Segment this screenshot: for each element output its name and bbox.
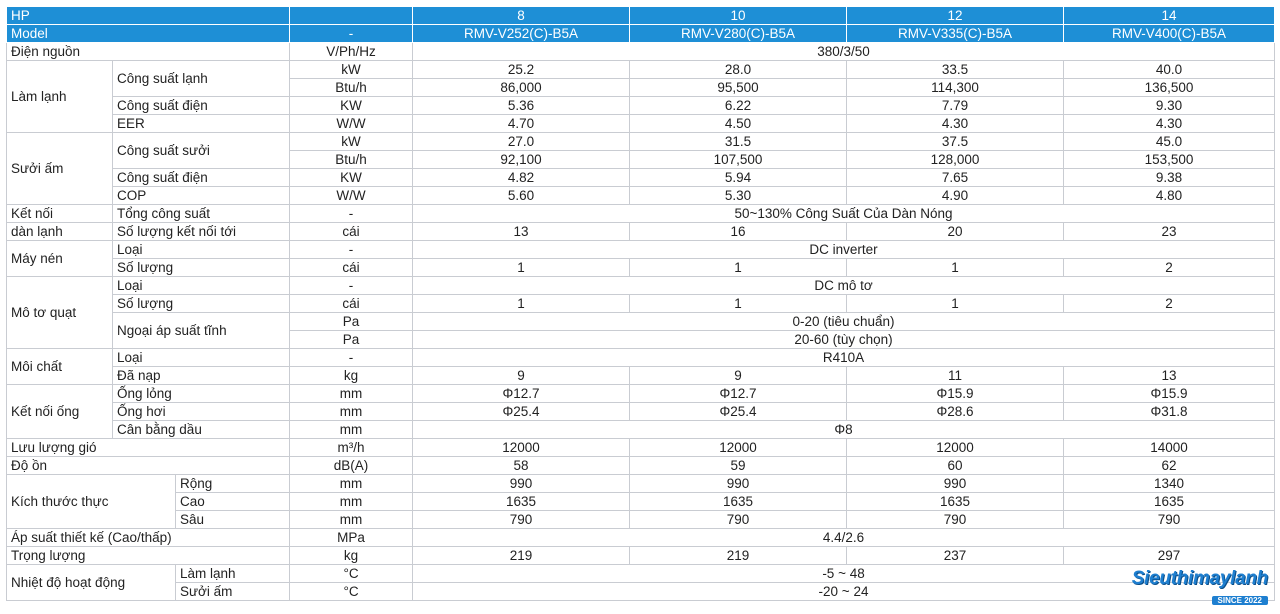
table-row [7, 475, 1275, 493]
value-cell: 1635 [413, 493, 630, 511]
value-cell: Φ12.7 [630, 385, 847, 403]
value-cell: 33.5 [847, 61, 1064, 79]
unit-cell: W/W [290, 187, 413, 205]
value-cell: 153,500 [1064, 151, 1275, 169]
value-cell: 380/3/50 [413, 43, 1275, 61]
table-row [7, 547, 1275, 565]
unit-cell: - [290, 205, 413, 223]
value-cell: 1 [630, 259, 847, 277]
table-row [7, 133, 1275, 151]
row-label: Đã nạp [113, 367, 290, 385]
header-hp-label: HP [7, 7, 290, 25]
unit-cell: - [290, 241, 413, 259]
unit-cell: V/Ph/Hz [290, 43, 413, 61]
row-label: Sâu [176, 511, 290, 529]
row-label: EER [113, 115, 290, 133]
value-cell: 790 [630, 511, 847, 529]
table-row [7, 61, 1275, 79]
value-cell: 2 [1064, 295, 1275, 313]
row-label: Cân bằng dầu [113, 421, 290, 439]
table-row [7, 313, 1275, 331]
value-cell: 20-60 (tùy chọn) [413, 331, 1275, 349]
unit-cell: kg [290, 367, 413, 385]
row-label: Ngoại áp suất tĩnh [113, 313, 290, 349]
value-cell: 13 [413, 223, 630, 241]
unit-cell: kg [290, 547, 413, 565]
value-cell: 5.94 [630, 169, 847, 187]
value-cell: 59 [630, 457, 847, 475]
value-cell: DC inverter [413, 241, 1275, 259]
row-label: Rộng [176, 475, 290, 493]
value-cell: 23 [1064, 223, 1275, 241]
header-model-label: Model [7, 25, 290, 43]
unit-cell: mm [290, 421, 413, 439]
value-cell: 4.80 [1064, 187, 1275, 205]
value-cell: 790 [1064, 511, 1275, 529]
value-cell: 1 [847, 295, 1064, 313]
row-label: Tổng công suất [113, 205, 290, 223]
header-hp-col: 12 [847, 7, 1064, 25]
value-cell: 27.0 [413, 133, 630, 151]
value-cell: 12000 [847, 439, 1064, 457]
value-cell: Φ8 [413, 421, 1275, 439]
row-label: Loại [113, 277, 290, 295]
row-label: Trọng lượng [7, 547, 290, 565]
row-label: Sưởi ấm [176, 583, 290, 601]
unit-cell: °C [290, 565, 413, 583]
row-label: Loại [113, 349, 290, 367]
value-cell: 12000 [630, 439, 847, 457]
table-row [7, 565, 1275, 583]
table-row [7, 187, 1275, 205]
value-cell: 2 [1064, 259, 1275, 277]
table-row [7, 439, 1275, 457]
table-row [7, 511, 1275, 529]
table-row [7, 493, 1275, 511]
value-cell: 219 [630, 547, 847, 565]
unit-cell: mm [290, 475, 413, 493]
table-row [7, 583, 1275, 601]
unit-cell: kW [290, 61, 413, 79]
header-row-hp [7, 7, 1275, 25]
row-label: Loại [113, 241, 290, 259]
unit-cell: dB(A) [290, 457, 413, 475]
value-cell: 4.50 [630, 115, 847, 133]
value-cell: 11 [847, 367, 1064, 385]
table-row [7, 259, 1275, 277]
group-label: dàn lạnh [7, 223, 113, 241]
value-cell: 6.22 [630, 97, 847, 115]
unit-cell: Btu/h [290, 79, 413, 97]
header-model-col: RMV-V335(C)-B5A [847, 25, 1064, 43]
value-cell: 136,500 [1064, 79, 1275, 97]
unit-cell: cái [290, 295, 413, 313]
value-cell: 1 [630, 295, 847, 313]
header-model-col: RMV-V280(C)-B5A [630, 25, 847, 43]
value-cell: 990 [413, 475, 630, 493]
value-cell: 1340 [1064, 475, 1275, 493]
value-cell: 4.30 [1064, 115, 1275, 133]
header-model-col: RMV-V400(C)-B5A [1064, 25, 1275, 43]
table-row [7, 169, 1275, 187]
value-cell: 107,500 [630, 151, 847, 169]
value-cell: -5 ~ 48 [413, 565, 1275, 583]
value-cell: R410A [413, 349, 1275, 367]
unit-cell: - [290, 277, 413, 295]
value-cell: 1635 [847, 493, 1064, 511]
table-row [7, 205, 1275, 223]
value-cell: -20 ~ 24 [413, 583, 1275, 601]
unit-cell: mm [290, 385, 413, 403]
brand-since-badge: SINCE 2022 [1212, 596, 1268, 605]
value-cell: 4.90 [847, 187, 1064, 205]
unit-cell: cái [290, 223, 413, 241]
group-label: Máy nén [7, 241, 113, 277]
unit-cell: cái [290, 259, 413, 277]
header-hp-col: 14 [1064, 7, 1275, 25]
value-cell: Φ25.4 [630, 403, 847, 421]
unit-cell: KW [290, 169, 413, 187]
value-cell: 25.2 [413, 61, 630, 79]
unit-cell: mm [290, 511, 413, 529]
unit-cell: MPa [290, 529, 413, 547]
table-row [7, 403, 1275, 421]
table-row [7, 385, 1275, 403]
value-cell: Φ25.4 [413, 403, 630, 421]
value-cell: 92,100 [413, 151, 630, 169]
table-row [7, 529, 1275, 547]
value-cell: Φ31.8 [1064, 403, 1275, 421]
value-cell: 5.60 [413, 187, 630, 205]
unit-cell: °C [290, 583, 413, 601]
unit-cell: - [290, 349, 413, 367]
value-cell: 9 [413, 367, 630, 385]
value-cell: Φ15.9 [847, 385, 1064, 403]
value-cell: DC mô tơ [413, 277, 1275, 295]
header-row-model [7, 25, 1275, 43]
value-cell: 13 [1064, 367, 1275, 385]
value-cell: 0-20 (tiêu chuẩn) [413, 313, 1275, 331]
value-cell: 95,500 [630, 79, 847, 97]
value-cell: 16 [630, 223, 847, 241]
table-row [7, 457, 1275, 475]
header-hp-col: 10 [630, 7, 847, 25]
group-label: Mô tơ quạt [7, 277, 113, 349]
value-cell: 37.5 [847, 133, 1064, 151]
value-cell: 990 [847, 475, 1064, 493]
unit-cell: Pa [290, 313, 413, 331]
value-cell: 1635 [1064, 493, 1275, 511]
unit-cell: mm [290, 493, 413, 511]
value-cell: 86,000 [413, 79, 630, 97]
value-cell: 50~130% Công Suất Của Dàn Nóng [413, 205, 1275, 223]
row-label: COP [113, 187, 290, 205]
value-cell: 114,300 [847, 79, 1064, 97]
table-row [7, 277, 1275, 295]
value-cell: 58 [413, 457, 630, 475]
row-label: Lưu lượng gió [7, 439, 290, 457]
value-cell: 5.30 [630, 187, 847, 205]
row-label: Số lượng [113, 259, 290, 277]
value-cell: Φ15.9 [1064, 385, 1275, 403]
table-row [7, 241, 1275, 259]
unit-cell: kW [290, 133, 413, 151]
value-cell: 60 [847, 457, 1064, 475]
value-cell: 7.79 [847, 97, 1064, 115]
table-row [7, 349, 1275, 367]
value-cell: 45.0 [1064, 133, 1275, 151]
value-cell: 297 [1064, 547, 1275, 565]
unit-cell: mm [290, 403, 413, 421]
value-cell: 5.36 [413, 97, 630, 115]
table-row [7, 295, 1275, 313]
unit-cell: Btu/h [290, 151, 413, 169]
group-label: Kết nối [7, 205, 113, 223]
value-cell: 990 [630, 475, 847, 493]
value-cell: 4.70 [413, 115, 630, 133]
value-cell: 1 [847, 259, 1064, 277]
row-label: Ống lỏng [113, 385, 290, 403]
unit-cell: Pa [290, 331, 413, 349]
table-row [7, 421, 1275, 439]
row-label: Công suất điện [113, 169, 290, 187]
value-cell: 40.0 [1064, 61, 1275, 79]
value-cell: 1 [413, 259, 630, 277]
row-label: Công suất điện [113, 97, 290, 115]
row-label: Cao [176, 493, 290, 511]
value-cell: 1 [413, 295, 630, 313]
group-label: Nhiệt độ hoạt động [7, 565, 176, 601]
row-label: Điện nguồn [7, 43, 290, 61]
value-cell: 12000 [413, 439, 630, 457]
group-label: Kích thước thực [7, 475, 176, 529]
brand-logo-text: Sieuthimaylanh [1131, 568, 1268, 589]
value-cell: 790 [413, 511, 630, 529]
header-model-col: RMV-V252(C)-B5A [413, 25, 630, 43]
value-cell: Φ12.7 [413, 385, 630, 403]
value-cell: 31.5 [630, 133, 847, 151]
value-cell: 28.0 [630, 61, 847, 79]
row-label: Công suất lạnh [113, 61, 290, 97]
value-cell: 1635 [630, 493, 847, 511]
table-row [7, 43, 1275, 61]
unit-cell: m³/h [290, 439, 413, 457]
value-cell: Φ28.6 [847, 403, 1064, 421]
table-row [7, 367, 1275, 385]
value-cell: 9 [630, 367, 847, 385]
value-cell: 237 [847, 547, 1064, 565]
value-cell: 219 [413, 547, 630, 565]
row-label: Ống hơi [113, 403, 290, 421]
value-cell: 9.38 [1064, 169, 1275, 187]
group-label: Môi chất [7, 349, 113, 385]
table-row [7, 115, 1275, 133]
row-label: Số lượng [113, 295, 290, 313]
header-hp-unit [290, 7, 413, 25]
table-row [7, 97, 1275, 115]
value-cell: 7.65 [847, 169, 1064, 187]
unit-cell: W/W [290, 115, 413, 133]
table-row [7, 223, 1275, 241]
value-cell: 14000 [1064, 439, 1275, 457]
row-label: Làm lạnh [176, 565, 290, 583]
header-model-unit: - [290, 25, 413, 43]
value-cell: 20 [847, 223, 1064, 241]
row-label: Số lượng kết nối tới [113, 223, 290, 241]
header-hp-col: 8 [413, 7, 630, 25]
unit-cell: KW [290, 97, 413, 115]
brand-watermark [1132, 568, 1268, 608]
value-cell: 4.4/2.6 [413, 529, 1275, 547]
value-cell: 62 [1064, 457, 1275, 475]
group-label: Sưởi ấm [7, 133, 113, 205]
row-label: Công suất sưởi [113, 133, 290, 169]
value-cell: 790 [847, 511, 1064, 529]
spec-table [6, 6, 1275, 601]
value-cell: 128,000 [847, 151, 1064, 169]
value-cell: 4.82 [413, 169, 630, 187]
group-label: Làm lạnh [7, 61, 113, 133]
value-cell: 9.30 [1064, 97, 1275, 115]
row-label: Áp suất thiết kế (Cao/thấp) [7, 529, 290, 547]
value-cell: 4.30 [847, 115, 1064, 133]
group-label: Kết nối ống [7, 385, 113, 439]
row-label: Độ ồn [7, 457, 290, 475]
